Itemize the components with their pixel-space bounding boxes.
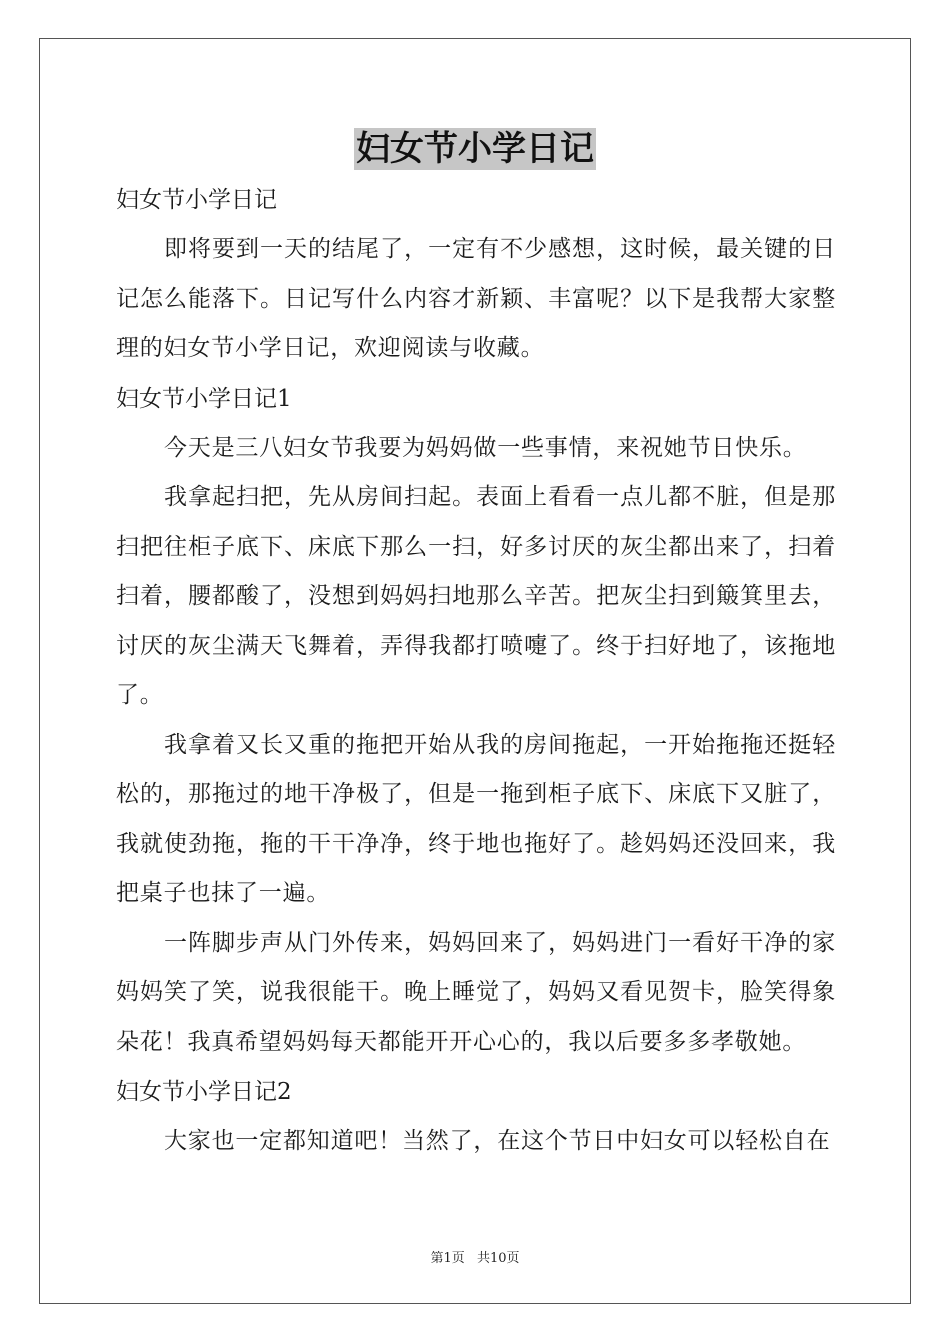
- document-body: [116, 175, 836, 1167]
- diary1-paragraph: 今天是三八妇女节我要为妈妈做一些事情，来祝她节日快乐。: [164, 434, 807, 461]
- diary1-heading: 妇女节小学日记1: [116, 385, 292, 412]
- document-subtitle: 妇女节小学日记: [116, 187, 277, 213]
- diary1-paragraph: 我拿着又长又重的拖把开始从我的房间拖起，一开始拖拖还挺轻松的，那拖过的地干净极了，但是一拖到柜子底下、床底下又脏了，我就使劲拖，拖的干干净净，终于地也拖好了。趁妈妈还没回来，我把桌子也抹了一遍。: [116, 731, 836, 906]
- diary2-paragraph: 大家也一定都知道吧！当然了，在这个节日中妇女可以轻松自在: [164, 1128, 831, 1154]
- document-title: 妇女节小学日记: [356, 129, 594, 169]
- diary1-paragraph: 我拿起扫把，先从房间扫起。表面上看看一点儿都不脏，但是那扫把往柜子底下、床底下那么一扫，好多讨厌的灰尘都出来了，扫着扫着，腰都酸了，没想到妈妈扫地那么辛苦。把灰尘扫到簸箕里去，讨厌的灰尘满天飞舞着，弄得我都打喷嚏了。终于扫好地了，该拖地了。: [116, 484, 836, 708]
- page-number: 第1页: [430, 1251, 465, 1266]
- diary1-paragraph: 一阵脚步声从门外传来，妈妈回来了，妈妈进门一看好干净的家妈妈笑了笑，说我很能干。晚上睡觉了，妈妈又看见贺卡，脸笑得象朵花！我真希望妈妈每天都能开开心心的，我以后要多多孝敬她。: [116, 929, 836, 1055]
- intro-paragraph: 即将要到一天的结尾了，一定有不少感想，这时候，最关键的日记怎么能落下。日记写什么内容才新颖、丰富呢？以下是我帮大家整理的妇女节小学日记，欢迎阅读与收藏。: [116, 236, 836, 361]
- diary2-heading: 妇女节小学日记2: [116, 1079, 292, 1105]
- title-container: [0, 128, 950, 170]
- page-total: 共10页: [476, 1251, 520, 1266]
- page-footer: [0, 1247, 950, 1266]
